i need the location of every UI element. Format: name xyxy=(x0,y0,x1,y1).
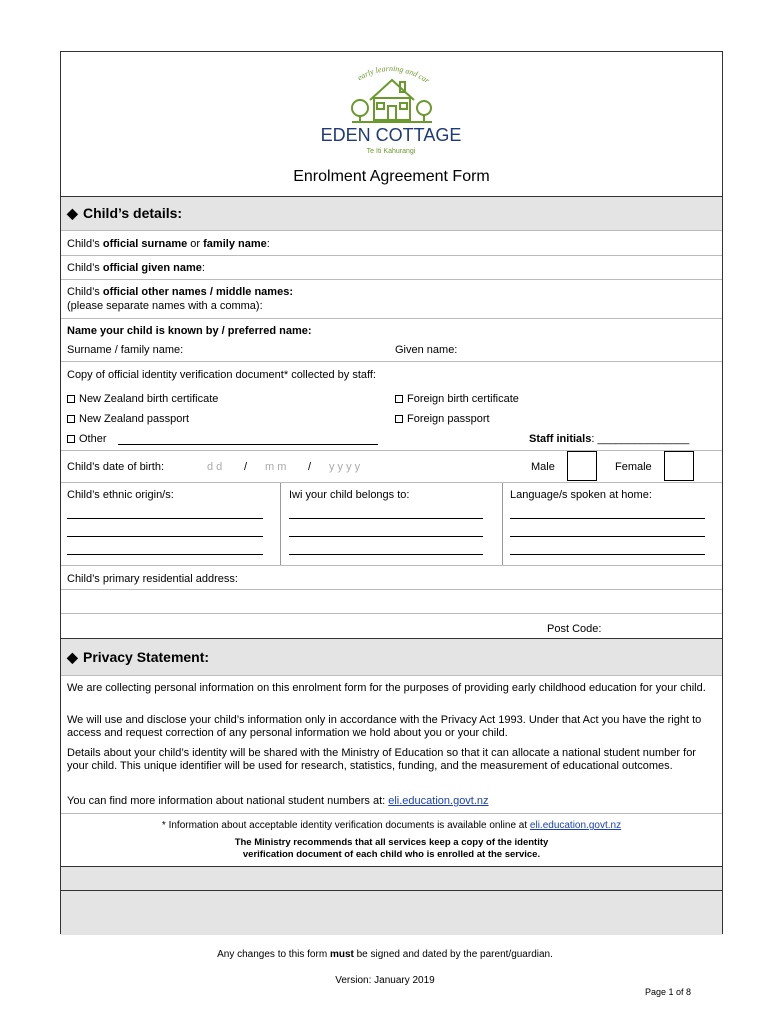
row-ethnicity xyxy=(61,482,722,565)
option-nz-passport[interactable]: New Zealand passport xyxy=(67,412,189,426)
other-names-label: Child’s official other names / middle names: xyxy=(67,286,293,298)
privacy-paragraph: We are collecting personal information on this enrolment form for the purposes of providing early childhood education for your child. xyxy=(67,682,706,694)
column-divider xyxy=(502,483,503,566)
enrolment-form xyxy=(60,51,723,934)
other-names-hint: (please separate names with a comma): xyxy=(67,300,263,312)
logo-sub: Te Iti Kahurangi xyxy=(366,148,416,155)
iwi-line[interactable] xyxy=(289,554,483,555)
logo-name: EDEN COTTAGE xyxy=(320,125,462,145)
id-document-label: Copy of official identity verification document* collected by staff: xyxy=(67,369,376,381)
dob-day[interactable]: d d xyxy=(207,461,223,473)
row-given-name[interactable] xyxy=(61,255,722,279)
grey-band xyxy=(61,866,722,890)
male-checkbox[interactable] xyxy=(567,451,597,481)
row-address-label[interactable] xyxy=(61,565,722,589)
language-line[interactable] xyxy=(510,518,705,519)
verification-note xyxy=(61,813,722,866)
privacy-statement xyxy=(61,675,722,813)
diamond-icon: ◆ xyxy=(67,205,78,221)
ethnic-line[interactable] xyxy=(67,536,263,537)
svg-text:early learning and care: early learning and car xyxy=(355,63,431,85)
dob-sep: / xyxy=(308,461,312,473)
cottage-logo-icon xyxy=(316,58,466,158)
form-title: Enrolment Agreement Form xyxy=(293,168,490,185)
page-number: Page 1 of 8 xyxy=(645,987,692,997)
dob-sep: / xyxy=(244,461,248,473)
row-other-names[interactable] xyxy=(61,279,722,318)
row-surname[interactable] xyxy=(61,230,722,255)
ethnic-line[interactable] xyxy=(67,554,263,555)
checkbox-icon[interactable] xyxy=(67,415,75,423)
checkbox-icon[interactable] xyxy=(395,395,403,403)
option-nz-birth-cert[interactable]: New Zealand birth certificate xyxy=(67,392,218,406)
row-postcode[interactable] xyxy=(61,613,722,638)
row-id-document xyxy=(61,361,722,450)
dob-year[interactable]: y y y y xyxy=(329,461,361,473)
male-label: Male xyxy=(531,461,555,473)
postcode-label: Post Code: xyxy=(547,623,602,635)
row-address-line[interactable] xyxy=(61,589,722,613)
checkbox-icon[interactable] xyxy=(67,435,75,443)
ministry-text-2: verification document of each child who is enrolled at the service. xyxy=(242,849,541,860)
footer-note: Any changes to this form must be signed and dated by the parent/guardian. xyxy=(217,949,553,960)
female-label: Female xyxy=(615,461,652,473)
iwi-line[interactable] xyxy=(289,518,483,519)
diamond-icon: ◆ xyxy=(67,649,78,665)
dob-month[interactable]: m m xyxy=(265,461,287,473)
ethnic-line[interactable] xyxy=(67,518,263,519)
address-label: Child’s primary residential address: xyxy=(67,573,238,585)
section-privacy xyxy=(61,638,722,675)
female-checkbox[interactable] xyxy=(664,451,694,481)
iwi-label: Iwi your child belongs to: xyxy=(289,489,410,501)
preferred-given-label: Given name: xyxy=(395,344,458,356)
other-line[interactable] xyxy=(118,444,378,445)
surname-label: Child’s official surname or family name: xyxy=(67,238,270,250)
section-heading: Child’s details: xyxy=(83,205,183,221)
eli-link[interactable]: eli.education.govt.nz xyxy=(529,820,622,831)
staff-initials[interactable]: Staff initials: _______________ xyxy=(529,433,690,445)
option-other[interactable]: Other xyxy=(67,432,107,446)
checkbox-icon[interactable] xyxy=(395,415,403,423)
section-childs-details xyxy=(61,196,722,230)
option-foreign-passport[interactable]: Foreign passport xyxy=(395,412,490,426)
row-dob xyxy=(61,450,722,482)
privacy-paragraph: You can find more information about national student numbers at: eli.education.govt.nz xyxy=(67,795,489,807)
privacy-paragraph: We will use and disclose your child’s information only in accordance with the Privacy Act 1993. Under that Act you have the right to access and request correction of any personal information we hold about you or your child. xyxy=(67,714,702,739)
ministry-text-1: The Ministry recommends that all services keep a copy of the identity xyxy=(234,837,549,848)
language-label: Language/s spoken at home: xyxy=(510,489,652,501)
checkbox-icon[interactable] xyxy=(67,395,75,403)
eden-cottage-logo xyxy=(316,58,466,158)
section-heading: Privacy Statement: xyxy=(83,649,210,665)
grey-band-large xyxy=(61,890,722,935)
preferred-surname-label: Surname / family name: xyxy=(67,344,184,356)
privacy-paragraph: Details about your child’s identity will be shared with the Ministry of Education so that it can allocate a national student number for your child. This unique identifier will be used for research, statistics, funding, and the measurement of educational outcomes. xyxy=(67,747,696,772)
given-name-label: Child’s official given name: xyxy=(67,262,205,274)
column-divider xyxy=(280,483,281,566)
dob-label: Child’s date of birth: xyxy=(67,461,165,473)
eli-link[interactable]: eli.education.govt.nz xyxy=(388,795,489,807)
row-preferred-name[interactable] xyxy=(61,318,722,361)
language-line[interactable] xyxy=(510,554,705,555)
option-foreign-birth-cert[interactable]: Foreign birth certificate xyxy=(395,392,519,406)
ethnic-origin-label: Child’s ethnic origin/s: xyxy=(67,489,174,501)
note-text: * Information about acceptable identity verification documents is available online at eli.education.govt.nz xyxy=(161,820,622,831)
preferred-name-label: Name your child is known by / preferred name: xyxy=(67,325,312,337)
language-line[interactable] xyxy=(510,536,705,537)
footer-version: Version: January 2019 xyxy=(335,975,435,986)
iwi-line[interactable] xyxy=(289,536,483,537)
